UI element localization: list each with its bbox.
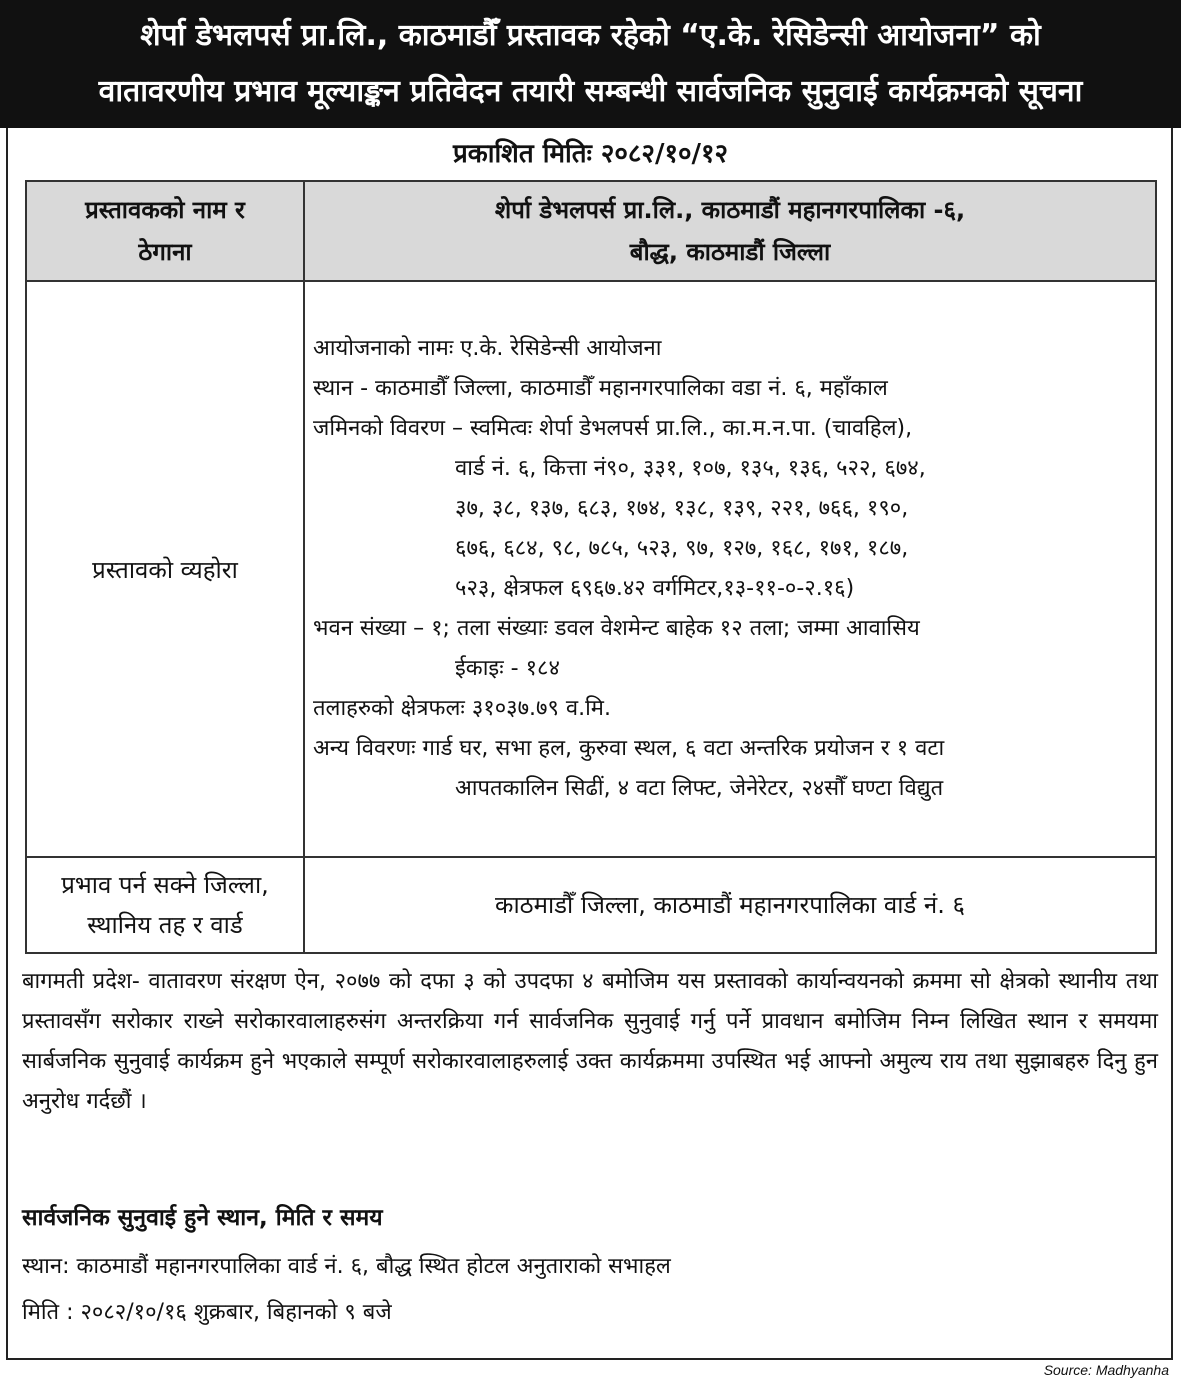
hearing-date: मिति : २०८२/१०/१६ शुक्रबार, बिहानको ९ बजे — [22, 1300, 392, 1325]
proposal-label: प्रस्तावको व्यहोरा — [26, 281, 304, 857]
label-line: प्रभाव पर्न सक्ने जिल्ला, — [61, 871, 269, 899]
detail-line: आपतकालिन सिढीं, ४ वटा लिफ्ट, जेनेरेटर, २४सौँ घण्टा विद्युत — [455, 776, 944, 801]
header-line-2: वातावरणीय प्रभाव मूल्याङ्कन प्रतिवेदन तयारी सम्बन्धी सार्वजनिक सुनुवाई कार्यक्रमको सूचना — [98, 74, 1083, 109]
details-table — [25, 180, 1157, 954]
detail-line: ईकाइः - १८४ — [455, 656, 560, 681]
proposer-label — [26, 181, 304, 281]
table-row — [26, 857, 1156, 953]
detail-line: भवन संख्या – १; तला संख्याः डवल वेशमेन्ट बाहेक १२ तला; जम्मा आवासिय — [313, 616, 920, 641]
detail-line: ५२३, क्षेत्रफल ६९६७.४२ वर्गमिटर,१३-११-०-२.१६) — [455, 576, 855, 601]
header-line-1: शेर्पा डेभलपर्स प्रा.लि., काठमाडौँ प्रस्तावक रहेको “ए.के. रेसिडेन्सी आयोजना” को — [140, 18, 1041, 53]
notice-paragraph: बागमती प्रदेश- वातावरण संरक्षण ऐन, २०७७ को दफा ३ को उपदफा ४ बमोजिम यस प्रस्तावको कार्यान्वयनको क्रममा सो क्षेत्रको स्थानीय तथा प्रस्तावसँग सरोकार राख्ने सरोकारवालाहरुसंग अन्तरक्रिया गर्न सार्वजनिक सुनुवाई गर्नु पर्ने प्रावधान बमोजिम निम्न लिखित स्थान र समयमा सार्बजनिक सुनुवाई कार्यक्रम हुने भएकाले सम्पूर्ण सरोकारवालाहरुलाई उक्त कार्यक्रममा उपस्थित भई आफ्नो अमुल्य राय तथा सुझाबहरु दिनु हुन अनुरोध गर्दछौं । — [22, 969, 1158, 1114]
affected-area-label — [26, 857, 304, 953]
value-line: शेर्पा डेभलपर्स प्रा.लि., काठमाडौं महानगरपालिका -६, — [494, 196, 966, 224]
affected-area-value: काठमाडौँ जिल्ला, काठमाडौं महानगरपालिका वार्ड नं. ६ — [304, 857, 1156, 953]
proposer-value — [304, 181, 1156, 281]
detail-line: ३७, ३८, १३७, ६८३, १७४, १३८, १३९, २२१, ७६६, १९०, — [455, 496, 909, 521]
value-line: बौद्ध, काठमाडौं जिल्ला — [629, 238, 831, 266]
detail-line: तलाहरुको क्षेत्रफलः ३१०३७.७९ व.मि. — [313, 696, 611, 721]
detail-line: आयोजनाको नामः ए.के. रेसिडेन्सी आयोजना — [313, 336, 662, 361]
detail-line: ६७६, ६८४, ९८, ७८५, ५२३, ९७, १२७, १६८, १७१, १८७, — [455, 536, 909, 561]
notice-header — [0, 0, 1181, 128]
hearing-location: स्थान: काठमाडौं महानगरपालिका वार्ड नं. ६, बौद्ध स्थित होटल अनुताराको सभाहल — [22, 1254, 671, 1279]
detail-line: स्थान - काठमाडौँ जिल्ला, काठमाडौँ महानगरपालिका वडा नं. ६, महाँकाल — [313, 376, 888, 401]
hearing-heading: सार्वजनिक सुनुवाई हुने स्थान, मिति र समय — [22, 1205, 383, 1231]
label-line: स्थानिय तह र वार्ड — [87, 911, 243, 939]
detail-line: जमिनको विवरण – स्वमित्वः शेर्पा डेभलपर्स प्रा.लि., का.म.न.पा. (चावहिल), — [313, 416, 913, 441]
label-line: ठेगाना — [138, 238, 192, 266]
detail-line: वार्ड नं. ६, कित्ता नं९०, ३३१, १०७, १३५, १३६, ५२२, ६७४, — [455, 456, 926, 481]
published-date: प्रकाशित मितिः २०८२/१०/१२ — [452, 139, 729, 169]
detail-line: अन्य विवरणः गार्ड घर, सभा हल, कुरुवा स्थल, ६ वटा अन्तरिक प्रयोजन र १ वटा — [313, 736, 945, 761]
label-line: प्रस्तावकको नाम र — [85, 196, 245, 224]
table-row — [26, 181, 1156, 281]
table-row — [26, 281, 1156, 857]
proposal-details — [304, 281, 1156, 857]
source-credit: Source: Madhyanha — [1043, 1362, 1169, 1378]
